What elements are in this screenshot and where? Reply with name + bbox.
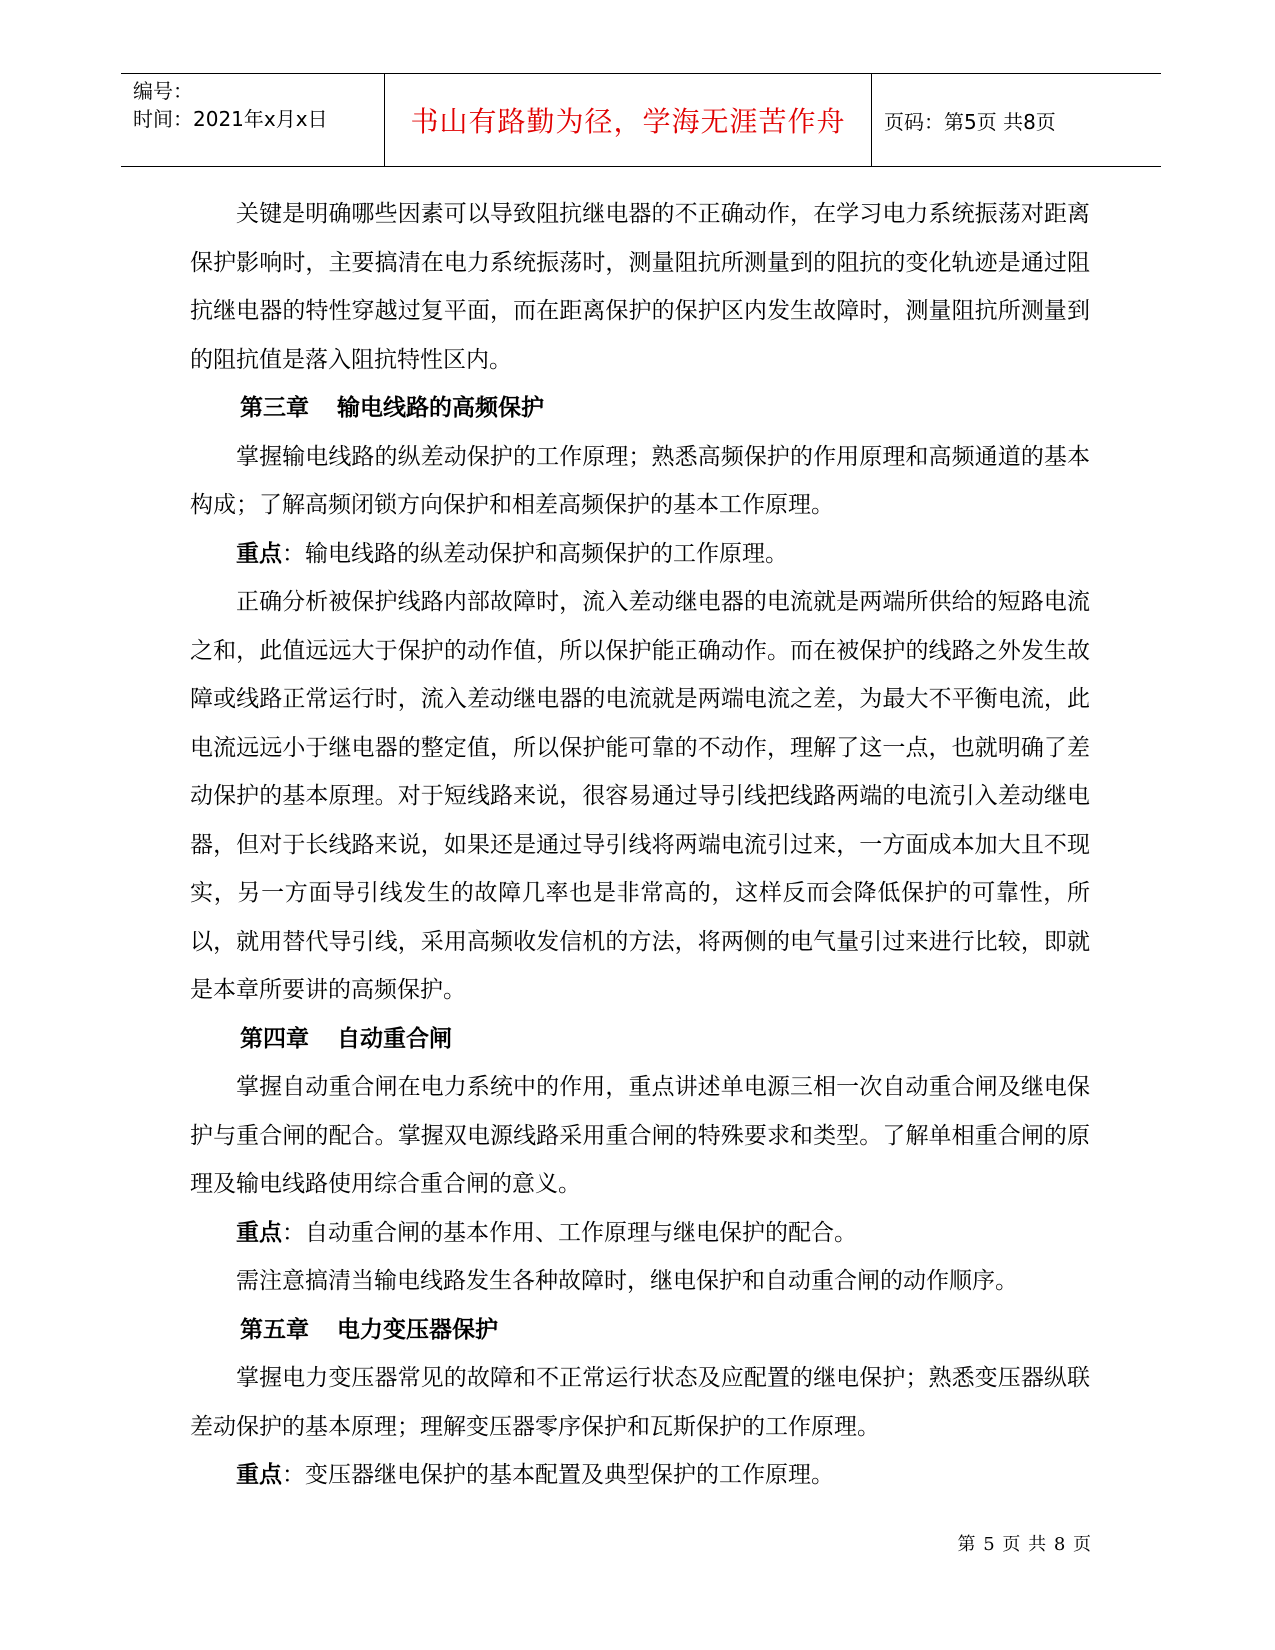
header-left-cell [121,74,385,166]
header-motto-cell [385,74,872,166]
document-body [190,190,1090,1500]
key-text: ：自动重合闸的基本作用、工作原理与继电保护的配合。 [282,1219,857,1246]
paragraph: 掌握自动重合闸在电力系统中的作用，重点讲述单电源三相一次自动重合闸及继电保护与重合闸的配合。掌握双电源线路采用重合闸的特殊要求和类型。了解单相重合闸的原理及输电线路使用综合重合闸的意义。 [190,1074,1090,1197]
header-table [121,73,1161,167]
chapter-number: 第五章 [240,1316,309,1343]
chapter-heading-3 [190,384,1090,433]
key-label: 重点 [236,1462,282,1488]
motto-text: 书山有路勤为径，学海无涯苦作舟 [410,105,846,138]
paragraph: 掌握输电线路的纵差动保护的工作原理；熟悉高频保护的作用原理和高频通道的基本构成；了解高频闭锁方向保护和相差高频保护的基本工作原理。 [190,443,1090,518]
chapter-title: 输电线路的高频保护 [337,395,544,421]
key-label: 重点 [236,1219,282,1246]
chapter-title: 自动重合闸 [337,1025,452,1052]
serial-label: 编号： [133,79,193,103]
chapter-heading-5 [190,1306,1090,1355]
paragraph: 掌握电力变压器常见的故障和不正常运行状态及应配置的继电保护；熟悉变压器纵联差动保护的基本原理；理解变压器零序保护和瓦斯保护的工作原理。 [190,1365,1090,1440]
paragraph: 正确分析被保护线路内部故障时，流入差动继电器的电流就是两端所供给的短路电流之和，此值远远大于保护的动作值，所以保护能正确动作。而在被保护的线路之外发生故障或线路正常运行时，流入差动继电器的电流就是两端电流之差，为最大不平衡电流，此电流远远小于继电器的整定值，所以保护能可靠的不动作，理解了这一点，也就明确了差动保护的基本原理。对于短线路来说，很容易通过导引线把线路两端的电流引入差动继电器，但对于长线路来说，如果还是通过导引线将两端电流引过来，一方面成本加大且不现实，另一方面导引线发生的故障几率也是非常高的，这样反而会降低保护的可靠性，所以，就用替代导引线，采用高频收发信机的方法，将两侧的电气量引过来进行比较，即就是本章所要讲的高频保护。 [190,589,1090,1003]
key-label: 重点 [236,540,282,567]
page-label: 页码：第5页 共8页 [884,109,1056,134]
key-text: ：输电线路的纵差动保护和高频保护的工作原理。 [282,540,788,567]
chapter-number: 第四章 [240,1025,309,1052]
chapter-title: 电力变压器保护 [337,1316,498,1343]
header-page-cell [872,74,1161,166]
key-point [190,1451,1090,1500]
paragraph: 需注意搞清当输电线路发生各种故障时，继电保护和自动重合闸的动作顺序。 [236,1268,1018,1294]
key-point [190,1209,1090,1258]
page-footer: 第 5 页 共 8 页 [957,1534,1092,1555]
key-text: ：变压器继电保护的基本配置及典型保护的工作原理。 [282,1462,834,1488]
chapter-heading-4 [190,1015,1090,1064]
chapter-number: 第三章 [240,395,309,421]
time-label: 时间：2021年x月x日 [133,107,328,131]
paragraph: 关键是明确哪些因素可以导致阻抗继电器的不正确动作，在学习电力系统振荡对距离保护影响时，主要搞清在电力系统振荡时，测量阻抗所测量到的阻抗的变化轨迹是通过阻抗继电器的特性穿越过复平面，而在距离保护的保护区内发生故障时，测量阻抗所测量到的阻抗值是落入阻抗特性区内。 [190,201,1090,373]
key-point [190,530,1090,579]
